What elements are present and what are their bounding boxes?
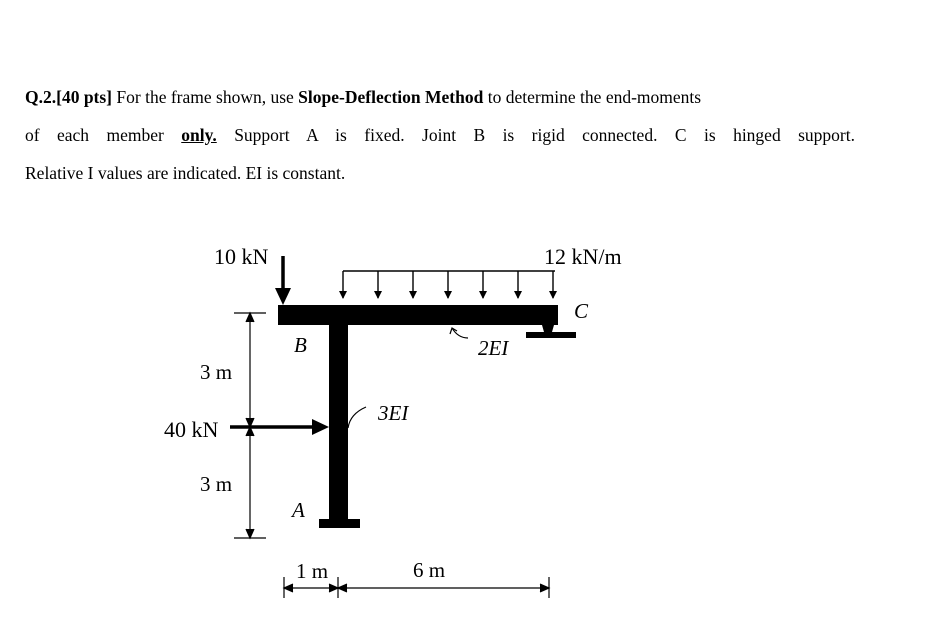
beam-stiffness-label: 2EI — [478, 336, 509, 360]
dimension-span-label: 6 m — [413, 558, 446, 582]
beam-bc — [278, 305, 558, 325]
emphasis-only: only. — [181, 125, 217, 145]
method-name: Slope-Deflection Method — [298, 87, 484, 107]
joint-a-label: A — [292, 498, 305, 522]
point-load-label: 10 kN — [214, 244, 269, 269]
dimension-lower-label: 3 m — [200, 472, 233, 496]
column-stiffness-label: 3EI — [378, 401, 409, 425]
question-line-2: of each member only. Support A is fixed. Joint B is rigid connected. C is hinged support. — [25, 125, 855, 145]
horizontal-load-arrow — [230, 419, 329, 435]
question-line-1: Q.2.[40 pts] For the frame shown, use Slope-Deflection Method to determine the end-moments — [25, 87, 702, 107]
question-label: Q.2.[40 pts] — [25, 87, 113, 107]
dimension-overhang-label: 1 m — [296, 559, 329, 583]
point-load-arrow — [275, 256, 291, 305]
distributed-load — [343, 271, 555, 298]
dimension-upper-label: 3 m — [200, 360, 233, 384]
distributed-load-label: 12 kN/m — [544, 244, 622, 269]
fixed-support-a — [319, 519, 360, 528]
joint-b-label: B — [294, 333, 307, 357]
question-line-3: Relative I values are indicated. EI is constant. — [25, 163, 346, 183]
horizontal-load-label: 40 kN — [164, 417, 219, 442]
column-moment-curl-icon — [348, 407, 366, 428]
joint-c-label: C — [574, 299, 589, 323]
column-ab — [329, 310, 348, 522]
